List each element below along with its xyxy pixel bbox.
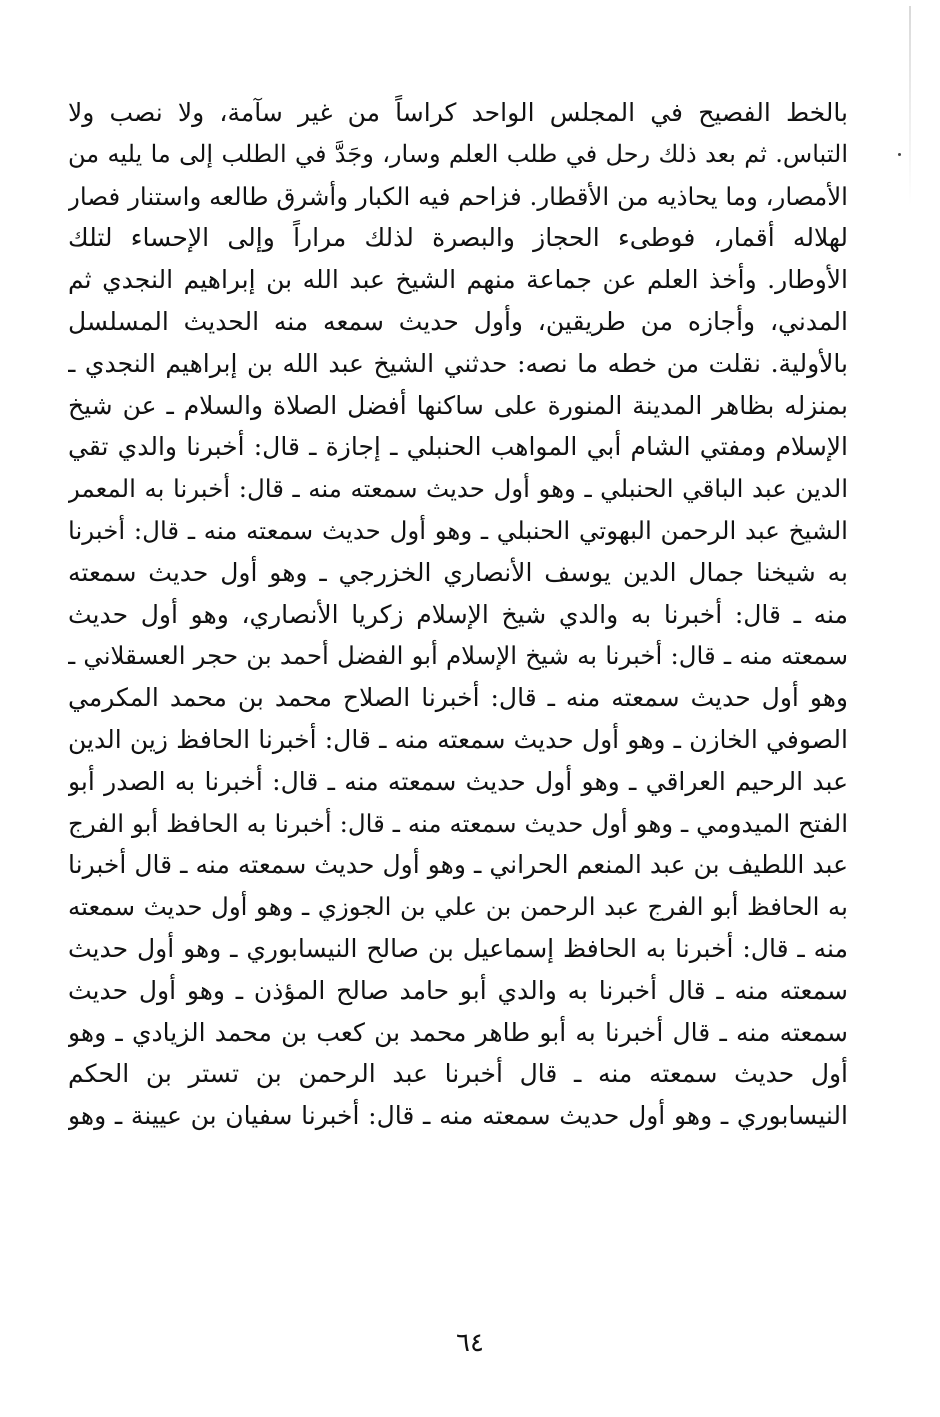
text-line: الإسلام ومفتي الشام أبي المواهب الحنبلي ـ إجازة ـ قال: أخبرنا والدي تقي <box>68 432 848 462</box>
text-line: أول حديث سمعته منه ـ قال أخبرنا عبد الرحمن بن تستر بن الحكم <box>68 1059 848 1089</box>
text-line: بمنزله بظاهر المدينة المنورة على ساكنها أفضل الصلاة والسلام ـ عن شيخ <box>68 390 848 420</box>
text-line: بالأولية. نقلت من خطه ما نصه: حدثني الشيخ عبد الله بن إبراهيم النجدي ـ <box>68 348 848 378</box>
body-text <box>68 92 848 1137</box>
text-line: التباس. ثم بعد ذلك رحل في طلب العلم وسار، وجَدَّ في الطلب إلى ما يليه من <box>68 139 848 168</box>
text-line: الأمصار، وما يحاذيه من الأقطار. فزاحم فيه الكبار وأشرق طالعه واستنار فصار <box>68 181 848 211</box>
text-line: المدني، وأجازه من طريقين، وأول حديث سمعه منه الحديث المسلسل <box>68 306 848 336</box>
text-line: الدين عبد الباقي الحنبلي ـ وهو أول حديث سمعته منه ـ قال: أخبرنا به المعمر <box>68 474 848 504</box>
text-line: به شيخنا جمال الدين يوسف الأنصاري الخزرجي ـ وهو أول حديث سمعته <box>68 557 848 587</box>
scan-edge-shadow <box>909 6 911 206</box>
text-line: به الحافظ أبو الفرج عبد الرحمن بن علي بن الجوزي ـ وهو أول حديث سمعته <box>68 892 848 922</box>
text-line: سمعته منه ـ قال: أخبرنا به شيخ الإسلام أبو الفضل أحمد بن حجر العسقلاني ـ <box>68 641 848 671</box>
text-line: النيسابوري ـ وهو أول حديث سمعته منه ـ قال: أخبرنا سفيان بن عيينة ـ وهو <box>68 1101 848 1131</box>
text-line: الصوفي الخازن ـ وهو أول حديث سمعته منه ـ قال: أخبرنا الحافظ زين الدين <box>68 724 848 754</box>
text-line: منه ـ قال: أخبرنا به والدي شيخ الإسلام زكريا الأنصاري، وهو أول حديث <box>68 599 848 629</box>
text-line: بالخط الفصيح في المجلس الواحد كراساً من غير سآمة، ولا نصب ولا <box>68 98 848 127</box>
text-line: سمعته منه ـ قال أخبرنا به أبو طاهر محمد بن كعب بن محمد الزيادي ـ وهو <box>68 1017 848 1047</box>
text-line: عبد اللطيف بن عبد المنعم الحراني ـ وهو أول حديث سمعته منه ـ قال أخبرنا <box>68 850 848 880</box>
text-line: سمعته منه ـ قال أخبرنا به والدي أبو حامد صالح المؤذن ـ وهو أول حديث <box>68 975 848 1005</box>
text-line: عبد الرحيم العراقي ـ وهو أول حديث سمعته منه ـ قال: أخبرنا به الصدر أبو <box>68 766 848 796</box>
text-line: الأوطار. وأخذ العلم عن جماعة منهم الشيخ عبد الله بن إبراهيم النجدي ثم <box>68 265 848 295</box>
text-line: لهلاله أقمار، فوطىء الحجاز والبصرة لذلك مراراً وإلى الإحساء لتلك <box>68 223 848 253</box>
text-line: الفتح الميدومي ـ وهو أول حديث سمعته منه ـ قال: أخبرنا به الحافظ أبو الفرج <box>68 808 848 838</box>
text-line: الشيخ عبد الرحمن البهوتي الحنبلي ـ وهو أول حديث سمعته منه ـ قال: أخبرنا <box>68 515 848 545</box>
text-line: وهو أول حديث سمعته منه ـ قال: أخبرنا الصلاح محمد بن محمد المكرمي <box>68 683 848 713</box>
text-line: منه ـ قال: أخبرنا به الحافظ إسماعيل بن صالح النيسابوري ـ وهو أول حديث <box>68 933 848 963</box>
scan-speck <box>898 153 901 156</box>
page-number: ٦٤ <box>456 1328 484 1358</box>
